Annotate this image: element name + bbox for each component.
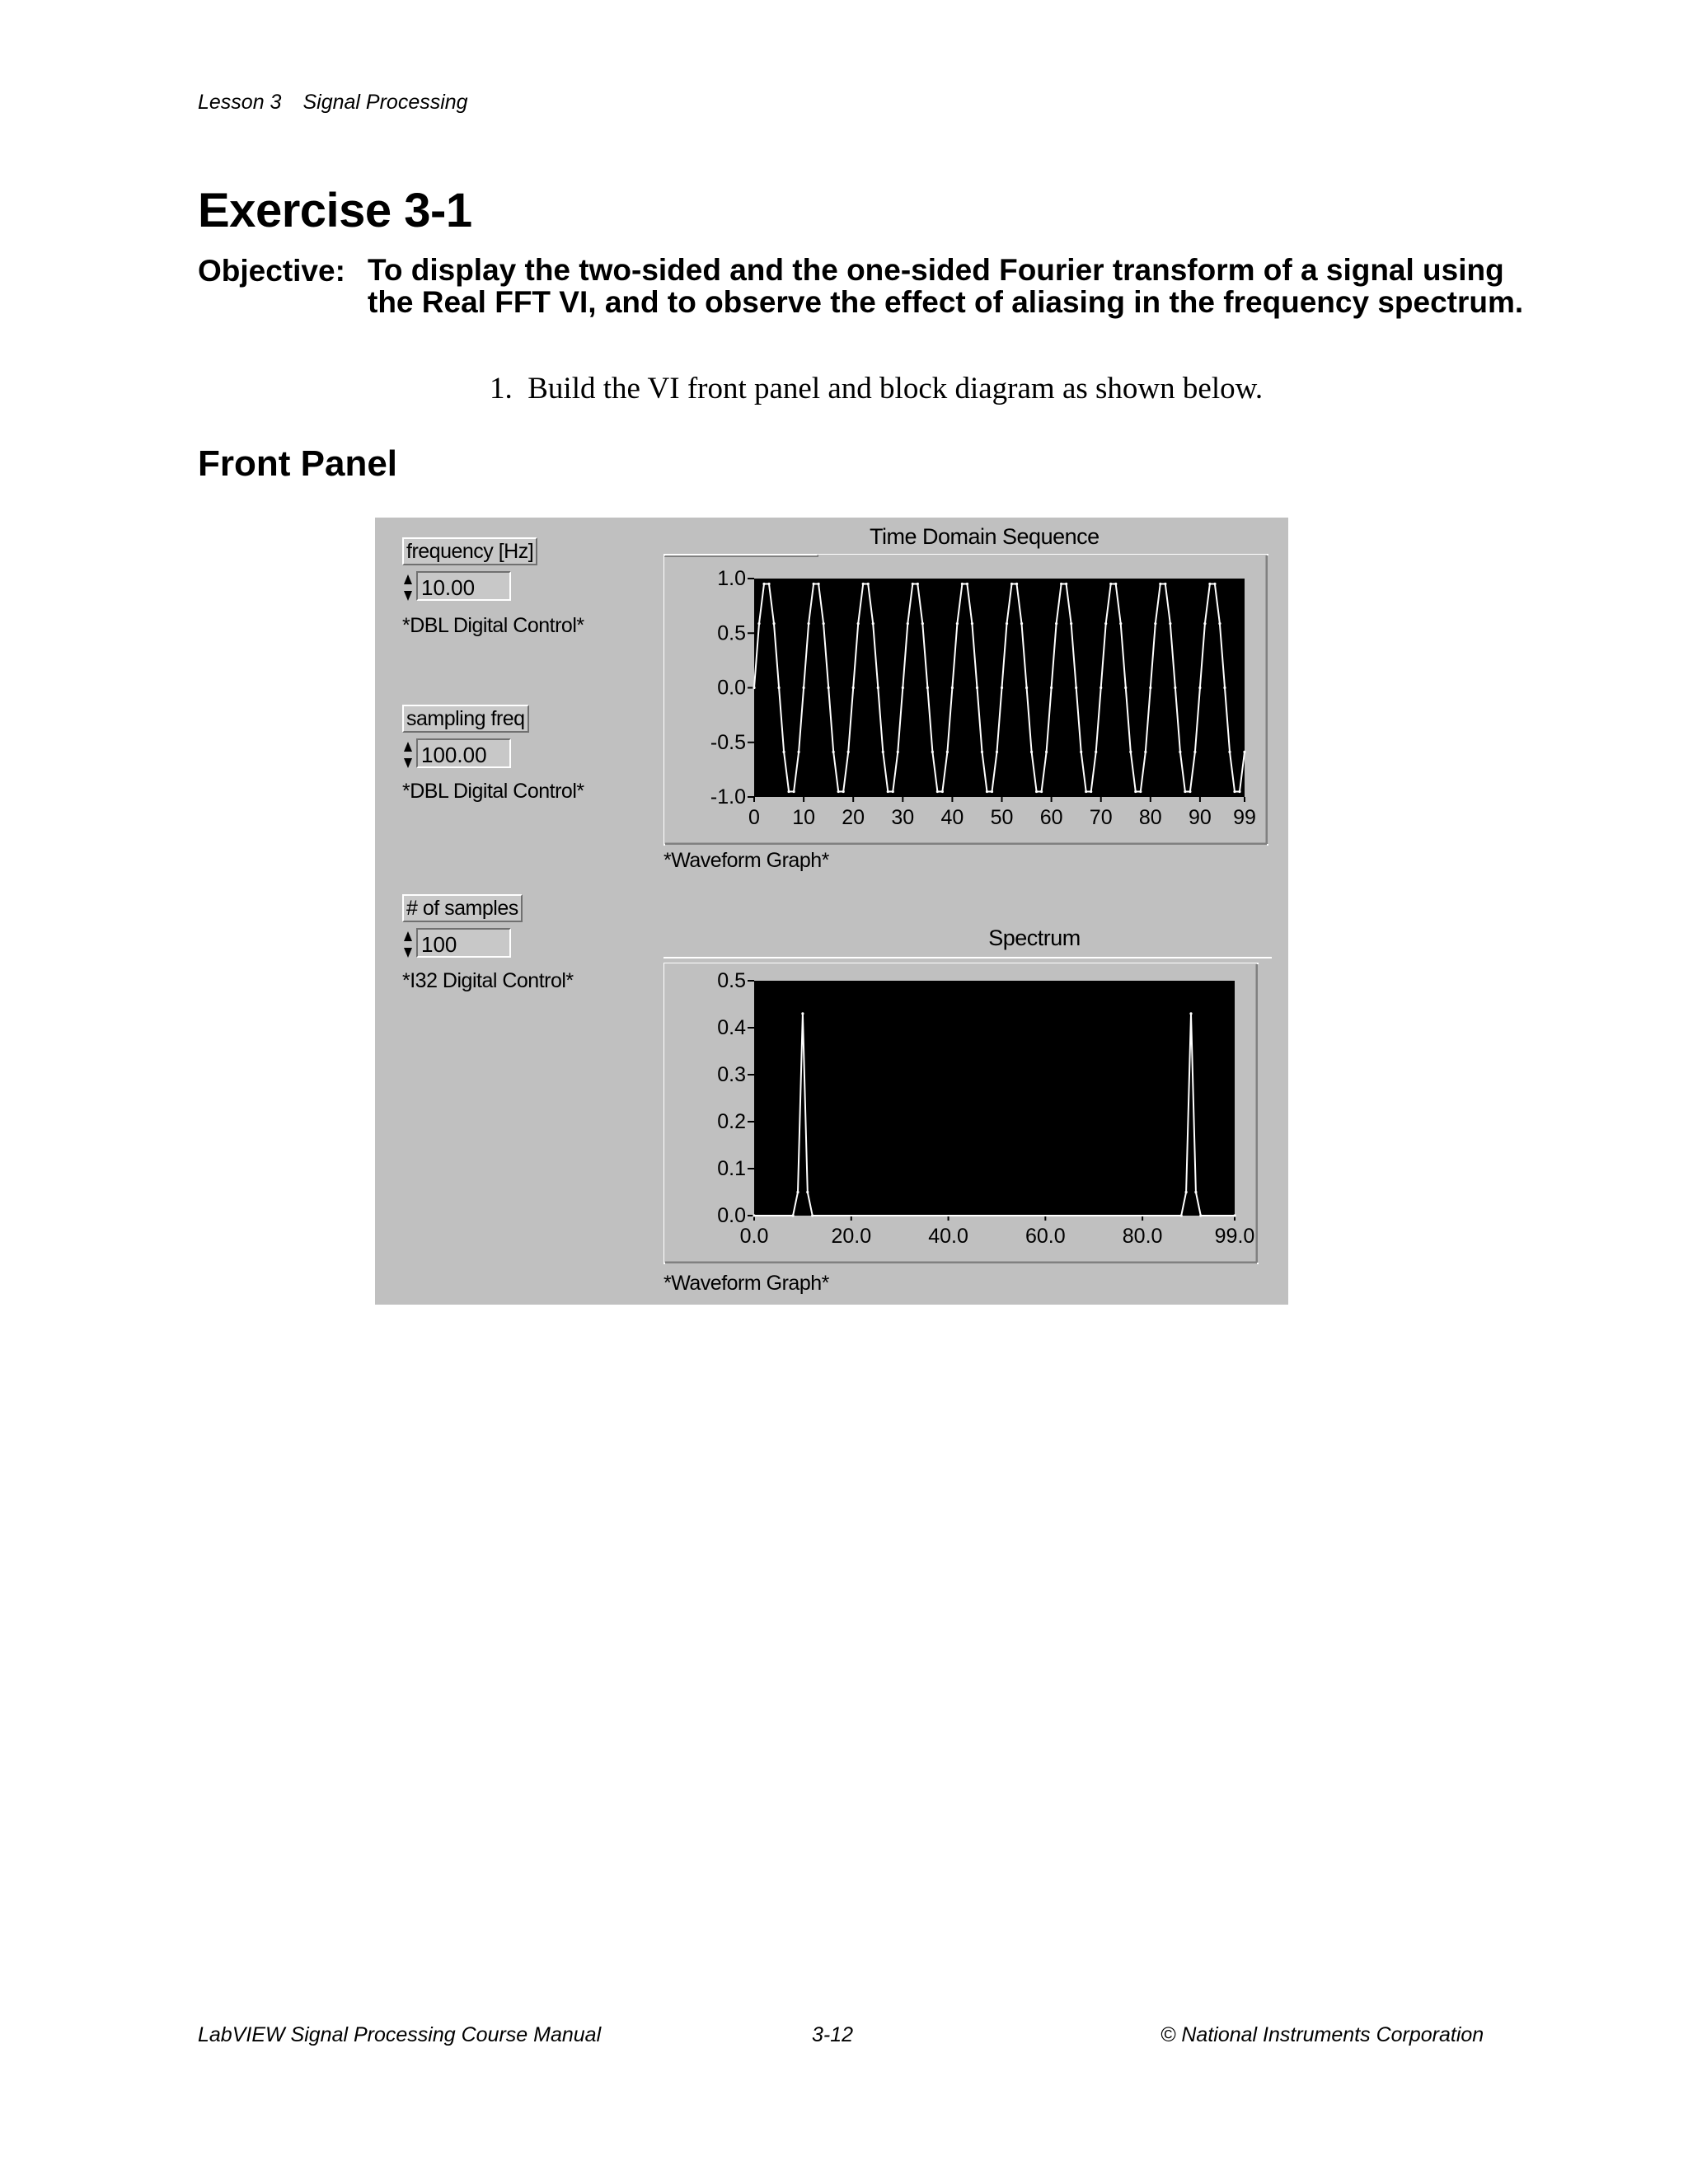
data-point: [1100, 687, 1102, 689]
x-tick-label: 0.0: [739, 1225, 769, 1248]
y-tick-label: 1.0: [717, 567, 746, 590]
data-point: [862, 583, 865, 585]
data-point: [762, 583, 765, 585]
data-point: [902, 687, 904, 689]
data-point: [936, 790, 939, 793]
data-point: [912, 583, 914, 585]
data-point: [1194, 1191, 1197, 1193]
time-domain-graph: [663, 554, 1282, 883]
data-point: [966, 583, 968, 585]
data-point: [882, 751, 884, 753]
x-tick-label: 40.0: [928, 1225, 968, 1248]
data-point: [1001, 687, 1003, 689]
exercise-title: Exercise 3-1: [198, 184, 472, 237]
y-tick-label: -0.5: [710, 730, 746, 754]
frequency-stepper[interactable]: [402, 571, 414, 604]
data-point: [1208, 583, 1211, 585]
y-tick-label: -1.0: [710, 785, 746, 808]
data-point: [803, 687, 805, 689]
y-tick-label: 0.5: [717, 969, 746, 992]
data-point: [1104, 622, 1107, 625]
data-point: [1070, 622, 1072, 625]
data-point: [808, 622, 810, 625]
x-tick-label: 80.0: [1122, 1225, 1163, 1248]
data-point: [907, 622, 909, 625]
data-point: [1198, 687, 1201, 689]
x-tick-label: 40: [940, 806, 964, 829]
data-point: [976, 687, 978, 689]
x-tick-label: 0: [748, 806, 760, 829]
step-1: 1. Build the VI front panel and block diagram as shown below.: [490, 372, 1264, 405]
x-tick-label: 20.0: [831, 1225, 872, 1248]
data-point: [931, 751, 934, 753]
data-point: [917, 583, 919, 585]
data-point: [1223, 687, 1226, 689]
data-point: [1080, 751, 1082, 753]
x-tick-label: 30: [891, 806, 915, 829]
data-point: [1134, 790, 1137, 793]
data-point: [996, 751, 998, 753]
data-point: [828, 687, 830, 689]
data-point: [837, 790, 840, 793]
increment-arrow-icon[interactable]: [404, 931, 412, 941]
x-tick-label: 50: [990, 806, 1014, 829]
data-point: [946, 751, 949, 753]
x-tick-label: 80: [1138, 806, 1162, 829]
data-point: [1006, 622, 1008, 625]
data-point: [877, 687, 879, 689]
data-point: [1045, 751, 1048, 753]
x-tick-label: 10: [792, 806, 816, 829]
data-point: [971, 622, 973, 625]
x-tick-label: 90: [1189, 806, 1212, 829]
data-point: [1119, 622, 1122, 625]
data-point: [753, 1214, 755, 1216]
data-point: [926, 687, 929, 689]
data-point: [777, 687, 780, 689]
data-point: [956, 622, 959, 625]
num-samples-caption: *I32 Digital Control*: [402, 969, 574, 992]
data-point: [1159, 583, 1161, 585]
num-samples-label: # of samples: [402, 894, 523, 922]
data-point: [1010, 583, 1013, 585]
data-point: [772, 622, 775, 625]
data-point: [1124, 687, 1127, 689]
data-point: [847, 751, 850, 753]
x-tick-label: 99.0: [1214, 1225, 1255, 1248]
data-point: [1218, 622, 1221, 625]
data-point: [857, 622, 860, 625]
data-point: [1233, 1214, 1236, 1216]
num-samples-stepper[interactable]: [402, 928, 414, 961]
data-point: [1085, 790, 1087, 793]
increment-arrow-icon[interactable]: [404, 574, 412, 584]
data-point: [1109, 583, 1112, 585]
data-point: [832, 751, 835, 753]
decrement-arrow-icon[interactable]: [404, 591, 412, 601]
data-point: [1179, 751, 1181, 753]
data-point: [1020, 622, 1023, 625]
y-tick-label: 0.3: [717, 1063, 746, 1086]
sampling-freq-input[interactable]: 100.00: [416, 738, 511, 768]
increment-arrow-icon[interactable]: [404, 742, 412, 752]
x-tick-label: 99: [1233, 806, 1256, 829]
data-point: [797, 751, 799, 753]
data-point: [897, 751, 899, 753]
data-point: [787, 790, 790, 793]
data-point: [1075, 687, 1077, 689]
y-tick-label: 0.1: [717, 1157, 746, 1180]
sampling-freq-label: sampling freq: [402, 705, 529, 733]
data-point: [1203, 622, 1206, 625]
data-point: [1055, 622, 1057, 625]
data-point: [757, 622, 760, 625]
footer-left: LabVIEW Signal Processing Course Manual: [198, 2023, 602, 2046]
x-tick-label: 70: [1089, 806, 1113, 829]
data-point: [818, 583, 820, 585]
data-point: [792, 1214, 795, 1216]
data-point: [1180, 1214, 1183, 1216]
data-point: [1015, 583, 1018, 585]
data-point: [1060, 583, 1062, 585]
data-point: [986, 790, 988, 793]
data-point: [767, 583, 770, 585]
spectrum-title: Spectrum: [988, 926, 1081, 950]
data-point: [852, 687, 855, 689]
data-point: [961, 583, 964, 585]
data-point: [1184, 790, 1186, 793]
running-head: [198, 91, 490, 115]
data-point: [1238, 790, 1240, 793]
data-point: [1164, 583, 1166, 585]
data-point: [1174, 687, 1176, 689]
sampling-freq-stepper[interactable]: [402, 738, 414, 771]
objective-label: Objective:: [198, 254, 345, 288]
data-point: [1144, 751, 1146, 753]
data-point: [813, 583, 815, 585]
data-point: [801, 1012, 804, 1015]
front-panel-screenshot: [375, 518, 1288, 1305]
y-tick-label: 0.2: [717, 1110, 746, 1133]
x-tick-label: 60: [1039, 806, 1063, 829]
data-point: [1189, 1012, 1192, 1015]
plot-area: [754, 981, 1235, 1216]
data-point: [1095, 751, 1097, 753]
data-point: [1149, 687, 1151, 689]
x-tick-label: 20: [842, 806, 865, 829]
spectrum-graph: [663, 963, 1282, 1292]
data-point: [951, 687, 954, 689]
data-point: [1139, 790, 1142, 793]
data-point: [792, 790, 795, 793]
data-point: [811, 1214, 814, 1216]
data-point: [887, 790, 889, 793]
data-point: [1040, 790, 1043, 793]
data-point: [1193, 751, 1196, 753]
running-head-lesson: Lesson 3: [198, 91, 282, 114]
data-point: [1025, 687, 1028, 689]
data-point: [921, 622, 924, 625]
data-point: [806, 1191, 809, 1193]
data-point: [1189, 790, 1191, 793]
graph2-divider: [663, 957, 1272, 958]
running-head-title: Signal Processing: [302, 91, 468, 114]
decrement-arrow-icon[interactable]: [404, 758, 412, 768]
data-point: [1065, 583, 1067, 585]
data-point: [867, 583, 870, 585]
data-point: [1213, 583, 1216, 585]
data-point: [1228, 751, 1231, 753]
data-point: [1050, 687, 1053, 689]
section-heading-front-panel: Front Panel: [198, 443, 398, 484]
frequency-input[interactable]: 10.00: [416, 571, 511, 601]
data-point: [823, 622, 825, 625]
data-point: [782, 751, 785, 753]
data-point: [842, 790, 845, 793]
data-point: [1199, 1214, 1202, 1216]
spectrum-caption: *Waveform Graph*: [663, 1272, 829, 1295]
data-point: [1090, 790, 1092, 793]
data-point: [1169, 622, 1171, 625]
frequency-caption: *DBL Digital Control*: [402, 614, 584, 637]
frequency-label: frequency [Hz]: [402, 537, 537, 565]
data-point: [1243, 751, 1245, 753]
data-point: [1185, 1191, 1188, 1193]
y-tick-label: 0.0: [717, 1204, 746, 1227]
data-point: [796, 1191, 799, 1193]
data-point: [1129, 751, 1132, 753]
data-point: [941, 790, 944, 793]
data-point: [1035, 790, 1038, 793]
footer-page-number: 3-12: [812, 2023, 854, 2046]
x-tick-label: 60.0: [1025, 1225, 1066, 1248]
num-samples-input[interactable]: 100: [416, 928, 511, 958]
data-point: [892, 790, 894, 793]
decrement-arrow-icon[interactable]: [404, 948, 412, 958]
sampling-freq-caption: *DBL Digital Control*: [402, 780, 584, 803]
time-domain-caption: *Waveform Graph*: [663, 849, 829, 872]
y-tick-label: 0.4: [717, 1016, 746, 1039]
data-point: [1154, 622, 1156, 625]
data-point: [1114, 583, 1117, 585]
y-tick-label: 0.0: [717, 676, 746, 700]
data-point: [1233, 790, 1236, 793]
footer-right: © National Instruments Corporation: [1160, 2023, 1484, 2046]
data-point: [991, 790, 993, 793]
objective-text: To display the two-sided and the one-sided Fourier transform of a signal using the Real FFT VI, and to observe the effect of aliasing in the frequency spectrum.: [368, 253, 1524, 319]
y-tick-label: 0.5: [717, 621, 746, 645]
time-domain-title: Time Domain Sequence: [870, 524, 1100, 549]
data-point: [753, 687, 755, 689]
data-point: [872, 622, 874, 625]
data-point: [1030, 751, 1033, 753]
data-point: [981, 751, 983, 753]
